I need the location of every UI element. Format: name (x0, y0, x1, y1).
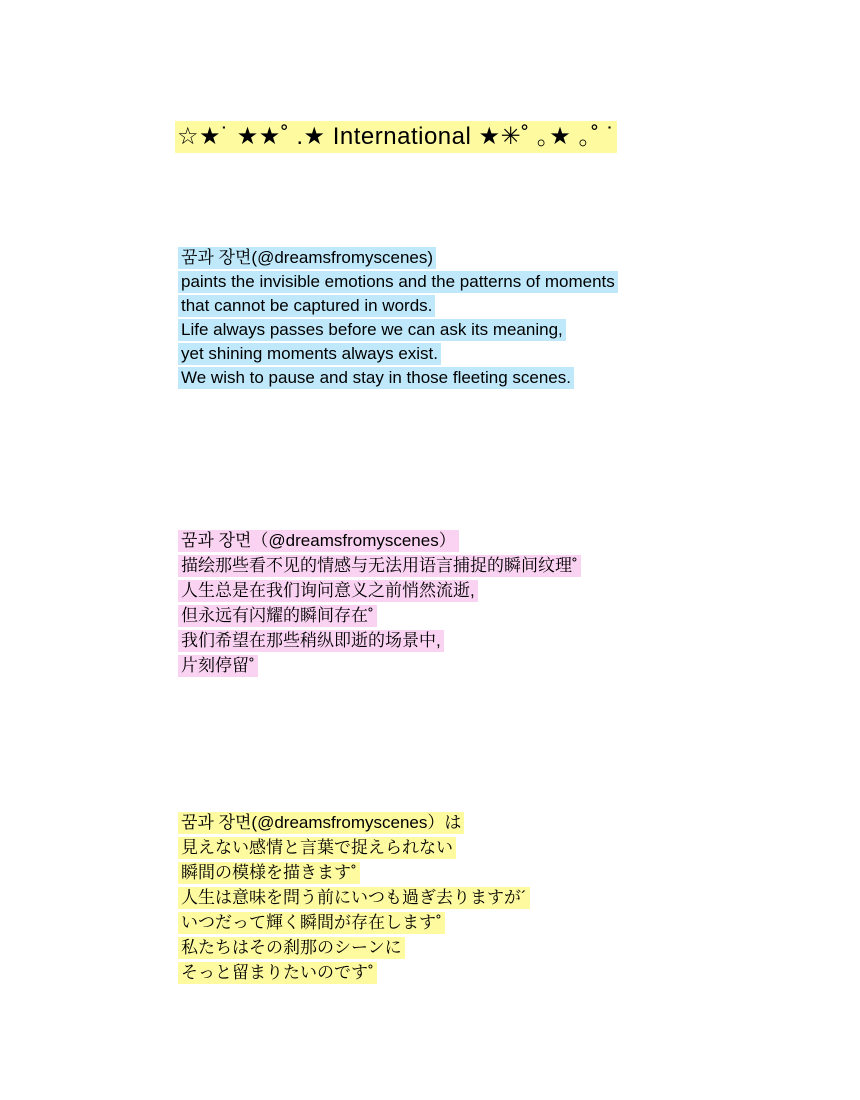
text-line-content: 描绘那些看不见的情感与无法用语言捕捉的瞬间纹理˚ (178, 555, 581, 577)
text-line-content: 但永远有闪耀的瞬间存在˚ (178, 605, 377, 627)
text-line (178, 653, 818, 678)
text-line-content: 人生は意味を問う前にいつも過ぎ去りますが´ (178, 887, 530, 909)
page-title (175, 120, 735, 154)
text-line (178, 294, 818, 318)
text-line-content: We wish to pause and stay in those fleeting scenes. (178, 367, 574, 389)
text-line-content: いつだって輝く瞬間が存在します˚ (178, 912, 445, 934)
text-line (178, 318, 818, 342)
japanese-paragraph-block (178, 810, 818, 985)
text-line (178, 628, 818, 653)
text-line-content: 人生总是在我们询问意义之前悄然流逝, (178, 580, 478, 602)
text-line (178, 342, 818, 366)
text-line (178, 885, 818, 910)
text-line-content: that cannot be captured in words. (178, 295, 435, 317)
text-line-content: 私たちはその刹那のシーンに (178, 937, 405, 959)
text-line (178, 960, 818, 985)
text-line (178, 366, 818, 390)
text-line (178, 270, 818, 294)
text-line-content: 見えない感情と言葉で捉えられない (178, 837, 456, 859)
text-line (178, 578, 818, 603)
text-line (178, 528, 818, 553)
text-line (178, 910, 818, 935)
english-paragraph-block (178, 246, 818, 390)
text-line-content: Life always passes before we can ask its meaning, (178, 319, 566, 341)
text-line (178, 246, 818, 270)
text-line (178, 935, 818, 960)
text-line-content: paints the invisible emotions and the patterns of moments (178, 271, 618, 293)
text-line-content: 꿈과 장면(@dreamsfromyscenes) (178, 247, 436, 269)
text-line (178, 603, 818, 628)
text-line-content: そっと留まりたいのです˚ (178, 962, 377, 984)
text-line (178, 835, 818, 860)
text-line-content: 片刻停留˚ (178, 655, 258, 677)
text-line (178, 810, 818, 835)
page-title-text: ☆★˙ ★★˚ .★ International ★✳˚ ｡★ ｡˚ ˙ (175, 121, 617, 153)
chinese-paragraph-block (178, 528, 818, 678)
text-line (178, 860, 818, 885)
text-line-content: 瞬間の模様を描きます˚ (178, 862, 360, 884)
text-line-content: 我们希望在那些稍纵即逝的场景中, (178, 630, 444, 652)
text-line-content: 꿈과 장면(@dreamsfromyscenes）は (178, 812, 464, 834)
text-line (178, 553, 818, 578)
text-line-content: 꿈과 장면（@dreamsfromyscenes） (178, 530, 459, 552)
text-line-content: yet shining moments always exist. (178, 343, 441, 365)
